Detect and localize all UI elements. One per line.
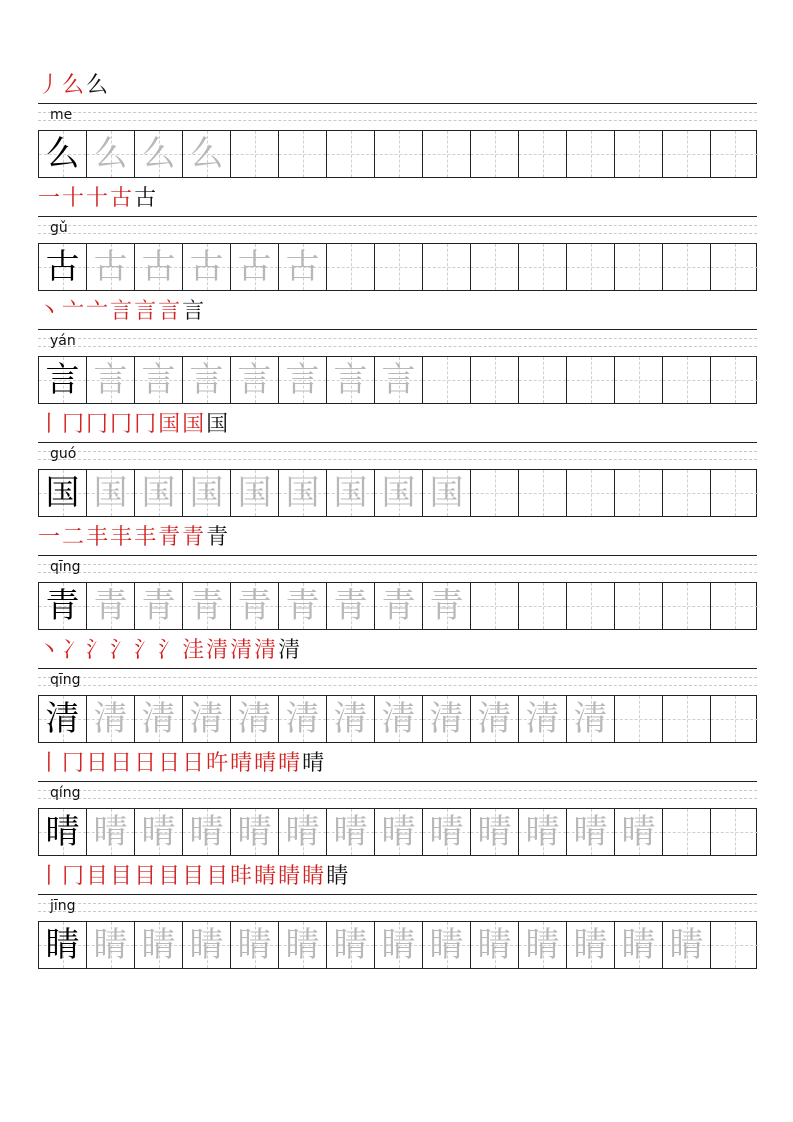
pinyin-band	[38, 442, 757, 468]
stroke-order-strip	[38, 634, 302, 664]
pinyin-band	[38, 329, 757, 355]
trace-character: 睛	[93, 925, 128, 965]
ruled-line	[38, 668, 757, 669]
stroke-step: 青	[182, 525, 205, 550]
character-block	[38, 711, 757, 852]
ruled-line	[38, 685, 757, 686]
stroke-step: 清	[230, 638, 253, 663]
stroke-step: 古	[134, 186, 157, 211]
stroke-order-strip	[38, 182, 158, 212]
grid-cell	[711, 922, 758, 968]
stroke-step: 丨	[38, 751, 61, 776]
trace-character: 青	[189, 586, 224, 626]
grid-cell	[279, 922, 327, 968]
stroke-step: 么	[86, 73, 109, 98]
stroke-step: 冂	[110, 412, 133, 437]
stroke-step: 目	[158, 864, 181, 889]
character-block	[38, 259, 757, 400]
trace-character: 清	[429, 699, 464, 739]
grid-cell	[183, 922, 231, 968]
ruled-line	[38, 338, 757, 339]
model-character: 言	[45, 360, 80, 400]
stroke-step: 冂	[62, 412, 85, 437]
grid-cell	[375, 922, 423, 968]
ruled-line	[38, 677, 757, 678]
guide-line	[735, 922, 736, 968]
stroke-step: 一	[38, 525, 61, 550]
stroke-step: 冂	[86, 412, 109, 437]
ruled-line	[38, 911, 757, 912]
stroke-step: 亠	[62, 299, 85, 324]
trace-character: 国	[189, 473, 224, 513]
pinyin-label: me	[50, 107, 73, 123]
stroke-step: 日	[86, 751, 109, 776]
stroke-step: 一	[38, 186, 61, 211]
grid-cell	[87, 922, 135, 968]
trace-character: 清	[477, 699, 512, 739]
trace-character: 晴	[189, 812, 224, 852]
trace-character: 睛	[237, 925, 272, 965]
trace-character: 青	[333, 586, 368, 626]
stroke-step: 氵	[158, 638, 181, 663]
trace-character: 国	[93, 473, 128, 513]
ruled-line	[38, 225, 757, 226]
pinyin-band	[38, 103, 757, 129]
stroke-step: 丰	[134, 525, 157, 550]
grid-cell	[615, 922, 663, 968]
stroke-step: 丶	[38, 638, 61, 663]
stroke-order-strip	[38, 69, 110, 99]
stroke-step: 丰	[86, 525, 109, 550]
practice-grid	[38, 921, 757, 969]
trace-character: 国	[141, 473, 176, 513]
trace-character: 言	[189, 360, 224, 400]
trace-character: 睛	[621, 925, 656, 965]
pinyin-band	[38, 668, 757, 694]
ruled-line	[38, 120, 757, 121]
trace-character: 古	[189, 247, 224, 287]
trace-character: 睛	[333, 925, 368, 965]
stroke-step: 晴	[302, 751, 325, 776]
ruled-line	[38, 233, 757, 234]
grid-cell	[663, 922, 711, 968]
character-block	[38, 33, 757, 174]
stroke-step: 氵	[134, 638, 157, 663]
stroke-step: 丨	[38, 412, 61, 437]
trace-character: 清	[333, 699, 368, 739]
grid-cell	[567, 922, 615, 968]
ruled-line	[38, 112, 757, 113]
trace-character: 晴	[477, 812, 512, 852]
stroke-step: 丰	[110, 525, 133, 550]
model-character: 国	[45, 473, 80, 513]
stroke-order-strip	[38, 295, 206, 325]
model-character: 古	[45, 247, 80, 287]
stroke-step: 洼	[182, 638, 205, 663]
stroke-step: 睛	[254, 864, 277, 889]
stroke-step: 日	[110, 751, 133, 776]
stroke-step: 国	[206, 412, 229, 437]
trace-character: 睛	[381, 925, 416, 965]
trace-character: 青	[285, 586, 320, 626]
stroke-step: 二	[62, 525, 85, 550]
character-block	[38, 824, 757, 965]
trace-character: 古	[93, 247, 128, 287]
grid-cell	[231, 922, 279, 968]
ruled-line	[38, 790, 757, 791]
pinyin-band	[38, 781, 757, 807]
stroke-step: 旿	[206, 751, 229, 776]
trace-character: 言	[93, 360, 128, 400]
stroke-step: 目	[182, 864, 205, 889]
trace-character: 清	[93, 699, 128, 739]
stroke-step: 亠	[86, 299, 109, 324]
trace-character: 晴	[237, 812, 272, 852]
trace-character: 晴	[285, 812, 320, 852]
model-character: 青	[45, 586, 80, 626]
stroke-step: 睛	[278, 864, 301, 889]
pinyin-label: qīng	[50, 559, 81, 575]
stroke-step: 丨	[38, 864, 61, 889]
ruled-line	[38, 459, 757, 460]
stroke-step: 冂	[62, 864, 85, 889]
trace-character: 睛	[285, 925, 320, 965]
stroke-step: 国	[158, 412, 181, 437]
stroke-order-strip	[38, 408, 230, 438]
character-block	[38, 372, 757, 513]
ruled-line	[38, 442, 757, 443]
grid-cell	[423, 922, 471, 968]
trace-character: 晴	[93, 812, 128, 852]
grid-cell	[327, 922, 375, 968]
trace-character: 睛	[477, 925, 512, 965]
ruled-line	[38, 329, 757, 330]
stroke-step: 冂	[134, 412, 157, 437]
ruled-line	[38, 798, 757, 799]
model-character: 么	[45, 134, 80, 174]
pinyin-band	[38, 555, 757, 581]
ruled-line	[38, 894, 757, 895]
grid-cell	[39, 922, 87, 968]
trace-character: 睛	[189, 925, 224, 965]
ruled-line	[38, 903, 757, 904]
trace-character: 古	[141, 247, 176, 287]
stroke-order-strip	[38, 521, 230, 551]
trace-character: 清	[141, 699, 176, 739]
pinyin-label: qíng	[50, 785, 81, 801]
trace-character: 晴	[621, 812, 656, 852]
stroke-step: 晴	[230, 751, 253, 776]
trace-character: 晴	[141, 812, 176, 852]
stroke-step: 晴	[278, 751, 301, 776]
grid-cell	[471, 922, 519, 968]
trace-character: 睛	[669, 925, 704, 965]
stroke-step: 目	[86, 864, 109, 889]
ruled-line	[38, 216, 757, 217]
trace-character: 清	[381, 699, 416, 739]
trace-character: 言	[333, 360, 368, 400]
pinyin-label: gǔ	[50, 220, 68, 236]
stroke-order-strip	[38, 747, 326, 777]
stroke-step: 冫	[62, 638, 85, 663]
model-character: 晴	[45, 812, 80, 852]
stroke-order-strip	[38, 860, 350, 890]
trace-character: 古	[285, 247, 320, 287]
trace-character: 清	[189, 699, 224, 739]
stroke-step: 么	[62, 73, 85, 98]
trace-character: 言	[237, 360, 272, 400]
ruled-line	[38, 346, 757, 347]
trace-character: 晴	[333, 812, 368, 852]
stroke-step: 冂	[62, 751, 85, 776]
stroke-step: 言	[134, 299, 157, 324]
trace-character: 青	[429, 586, 464, 626]
trace-character: 国	[381, 473, 416, 513]
character-block	[38, 598, 757, 739]
trace-character: 晴	[429, 812, 464, 852]
ruled-line	[38, 451, 757, 452]
trace-character: 言	[381, 360, 416, 400]
trace-character: 睛	[525, 925, 560, 965]
stroke-step: 青	[158, 525, 181, 550]
trace-character: 清	[285, 699, 320, 739]
stroke-step: 言	[110, 299, 133, 324]
trace-character: 清	[525, 699, 560, 739]
trace-character: 青	[237, 586, 272, 626]
trace-character: 晴	[381, 812, 416, 852]
ruled-line	[38, 572, 757, 573]
trace-character: 青	[381, 586, 416, 626]
stroke-step: 晴	[254, 751, 277, 776]
stroke-step: 清	[206, 638, 229, 663]
trace-character: 睛	[573, 925, 608, 965]
stroke-step: 日	[158, 751, 181, 776]
stroke-step: 国	[182, 412, 205, 437]
trace-character: 言	[141, 360, 176, 400]
stroke-step: 十	[86, 186, 109, 211]
stroke-step: 日	[134, 751, 157, 776]
trace-character: 清	[573, 699, 608, 739]
trace-character: 么	[141, 134, 176, 174]
character-block	[38, 146, 757, 287]
trace-character: 清	[237, 699, 272, 739]
pinyin-band	[38, 894, 757, 920]
stroke-step: 清	[254, 638, 277, 663]
stroke-step: 睛	[302, 864, 325, 889]
pinyin-label: yán	[50, 333, 76, 349]
ruled-line	[38, 103, 757, 104]
trace-character: 青	[93, 586, 128, 626]
stroke-step: 氵	[110, 638, 133, 663]
trace-character: 青	[141, 586, 176, 626]
trace-character: 古	[237, 247, 272, 287]
stroke-step: 言	[158, 299, 181, 324]
trace-character: 国	[429, 473, 464, 513]
trace-character: 言	[285, 360, 320, 400]
stroke-step: 言	[182, 299, 205, 324]
stroke-step: 日	[182, 751, 205, 776]
model-character: 睛	[45, 925, 80, 965]
stroke-step: 目	[134, 864, 157, 889]
stroke-step: 氵	[86, 638, 109, 663]
trace-character: 国	[333, 473, 368, 513]
stroke-step: 古	[110, 186, 133, 211]
trace-character: 么	[189, 134, 224, 174]
trace-character: 国	[285, 473, 320, 513]
stroke-step: 青	[206, 525, 229, 550]
stroke-step: 丿	[38, 73, 61, 98]
stroke-step: 目	[206, 864, 229, 889]
ruled-line	[38, 564, 757, 565]
stroke-step: 睛	[326, 864, 349, 889]
trace-character: 晴	[573, 812, 608, 852]
pinyin-label: qīng	[50, 672, 81, 688]
trace-character: 睛	[429, 925, 464, 965]
ruled-line	[38, 781, 757, 782]
stroke-step: 丶	[38, 299, 61, 324]
trace-character: 晴	[525, 812, 560, 852]
trace-character: 国	[237, 473, 272, 513]
stroke-step: 盽	[230, 864, 253, 889]
trace-character: 睛	[141, 925, 176, 965]
trace-character: 么	[93, 134, 128, 174]
character-block	[38, 485, 757, 626]
ruled-line	[38, 555, 757, 556]
stroke-step: 目	[110, 864, 133, 889]
grid-cell	[135, 922, 183, 968]
model-character: 清	[45, 699, 80, 739]
grid-cell	[519, 922, 567, 968]
stroke-step: 十	[62, 186, 85, 211]
pinyin-band	[38, 216, 757, 242]
stroke-step: 清	[278, 638, 301, 663]
pinyin-label: jīng	[50, 898, 76, 914]
pinyin-label: guó	[50, 446, 77, 462]
